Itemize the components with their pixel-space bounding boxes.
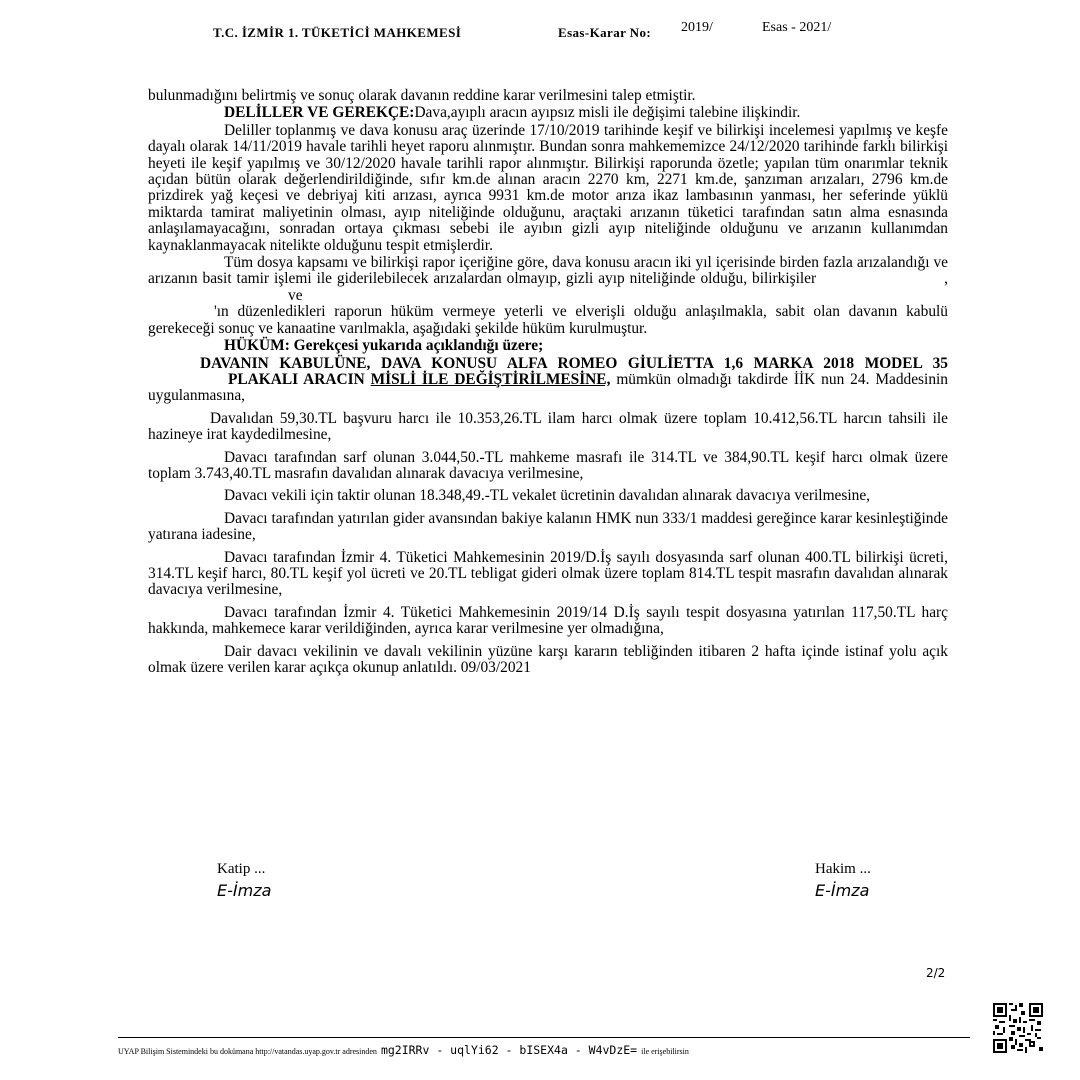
esas-type: Esas - 2021/ bbox=[762, 20, 832, 35]
qr-code-icon bbox=[993, 1003, 1043, 1053]
hakim-e-signature: E-İmza bbox=[815, 881, 870, 900]
text-span: , bbox=[944, 270, 948, 288]
paragraph-kabul bbox=[148, 356, 948, 405]
paragraph: Davacı tarafından İzmir 4. Tüketici Mahkemesinin 2019/14 D.İş sayılı tespit dosyasına yatırılan 117,50.TL harç hakkında, mahkemece karar verildiğinden, ayrıca karar verilmesine yer olmadığına, bbox=[148, 603, 948, 638]
paragraph: Davalıdan 59,30.TL başvuru harcı ile 10.353,26.TL ilam harcı olmak üzere toplam 10.412,56.TL harcın tahsili ile hazineye irat kaydedilmesine, bbox=[148, 409, 948, 444]
paragraph: Davacı vekili için taktir olunan 18.348,49.-TL vekalet ücretinin davalıdan alınarak davacıya verilmesine, bbox=[224, 487, 871, 505]
paragraph-deliller bbox=[148, 105, 948, 121]
footer bbox=[118, 1041, 689, 1059]
section-text: Dava,ayıplı aracın ayıpsız misli ile değişimi talebine ilişkindir. bbox=[414, 104, 801, 122]
hukum-heading: HÜKÜM: Gerekçesi yukarıda açıklandığı üzere; bbox=[224, 337, 544, 355]
paragraph: bulunmadığını belirtmiş ve sonuç olarak davanın reddine karar verilmesini talep etmiştir. bbox=[148, 87, 696, 104]
section-label: DELİLLER VE GEREKÇE: bbox=[224, 104, 415, 122]
paragraph: Davacı tarafından yatırılan gider avansından bakiye kalanın HMK nun 333/1 maddesi gereğince karar kesinleştiğinde yatırana iadesine, bbox=[148, 509, 948, 544]
text-span: 'ın düzenledikleri raporun hüküm vermeye yeterli ve elverişli olduğu anlaşılmakla, sabit olan davanın kabulü gerekeceği sonuç ve kanaatine varılmakla, aşağıdaki şekilde hüküm kurulmuştur. bbox=[148, 303, 948, 337]
underlined-text: MİSLİ İLE DEĞİŞTİRİLMESİNE, bbox=[370, 370, 611, 388]
paragraph: Dair davacı vekilinin ve davalı vekilinin yüzüne karşı kararın tebliğinden itibaren 2 hafta içinde istinaf yolu açık olmak üzere verilen karar açıkça okunup anlatıldı. 09/03/2021 bbox=[148, 642, 948, 676]
paragraph: Deliller toplanmış ve dava konusu araç üzerinde 17/10/2019 tarihinde keşif ve bilirkişi incelemesi yapılmış ve keşfe dayalı olarak 14/11/2019 havale tarihli heyet raporu alınmıştır. Bundan sonra mahkememizce 24/12/2020 tarihinde farklı bilirkişi heyeti ile keşif yapılmış ve 30/12/2020 havale tarihli rapor alınmıştır. Bilirkişi raporunda özetle; yapılan tüm onarımlar teknik açıdan bütün olarak değerlendirildiğinde, sıfır km.de alınan aracın 2270 km, 2271 km.de, şanzıman arızaları, 2796 km.de prizdirek yağ keçesi ve debriyaj kiti arızası, ayrıca 9931 km.de motor arıza ikaz lambasının yanması, her seferinde yüklü miktarda tamirat maliyetinin olması, ayıp niteliğinde olduğunu, araçtaki arızanın tüketici tarafından satın alma esnasında anlaşılamayacağını, sonradan ortaya çıkması sebebi ile ayıbın gizli ayıp niteliğinde olduğunu ve arızanın kullanımdan kaynaklanmayacak nitelikte olduğunu tespit etmişlerdir. bbox=[148, 121, 948, 254]
paragraph: Davacı tarafından İzmir 4. Tüketici Mahkemesinin 2019/D.İş sayılı dosyasında sarf olunan 400.TL bilirkişi ücreti, 314.TL keşif harcı, 80.TL keşif yol ücreti ve 20.TL tebligat gideri olmak üzere toplam 814.TL tespit masrafın davalıdan alınarak davacıya verilmesine, bbox=[148, 548, 948, 599]
verification-code[interactable]: mg2IRRv - uqlYi62 - bISEX4a - W4vDzE= bbox=[380, 1043, 638, 1057]
document-body bbox=[148, 88, 948, 676]
court-title: T.C. İZMİR 1. TÜKETİCİ MAHKEMESİ bbox=[213, 25, 462, 40]
footer-rule bbox=[118, 1037, 970, 1038]
text-span: PLAKALI ARACIN bbox=[228, 370, 365, 388]
paragraph-assessment bbox=[148, 255, 948, 337]
page-number: 2/2 bbox=[926, 966, 946, 980]
katip-label: Katip ... bbox=[217, 861, 266, 877]
text-span: ve bbox=[288, 286, 303, 304]
hakim-label: Hakim ... bbox=[815, 861, 871, 877]
katip-e-signature: E-İmza bbox=[217, 881, 272, 900]
text-span: mümkün olmadığı takdirde İİK nun 24. Maddesinin uygulanmasına, bbox=[148, 370, 948, 405]
text-span: DAVANIN KABULÜNE, DAVA KONUSU ALFA ROMEO GİULİETTA 1,6 MARKA 2018 MODEL 35 bbox=[200, 354, 948, 372]
esas-number: 2019/ bbox=[681, 20, 713, 35]
paragraph: Davacı tarafından sarf olunan 3.044,50.-TL mahkeme masrafı ile 314.TL ve 384,90.TL keşif harcı olmak üzere toplam 3.743,40.TL masrafın davalıdan alınarak davacıya verilmesine, bbox=[148, 448, 948, 482]
footer-text: UYAP Bilişim Sistemindeki bu dokümana http://vatandas.uyap.gov.tr adresinden bbox=[118, 1047, 377, 1056]
esas-label: Esas-Karar No: bbox=[558, 25, 652, 40]
text-span: Tüm dosya kapsamı ve bilirkişi rapor içeriğine göre, dava konusu aracın iki yıl içerisinde birden fazla arızalandığı ve arızanın basit tamir işlemi ile giderilebilecek arızalardan olmayıp, gizli ayıp niteliğinde olduğu, bilirkişiler bbox=[148, 254, 948, 288]
footer-text-end: ile erişebilirsin bbox=[641, 1047, 689, 1056]
